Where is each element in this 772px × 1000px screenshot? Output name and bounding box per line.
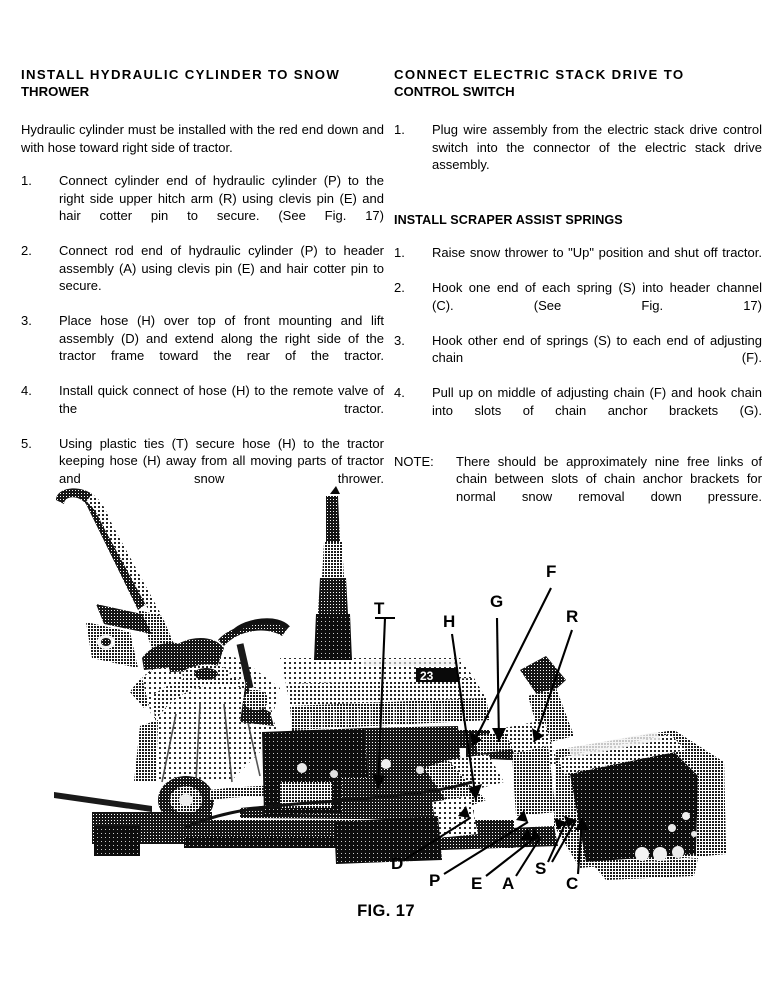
left-step-list — [21, 172, 384, 505]
left-section-heading — [21, 66, 384, 100]
right-step-list-b — [394, 244, 762, 437]
roll-bar-graphic — [56, 488, 180, 668]
right-subsection-heading: INSTALL SCRAPER ASSIST SPRINGS — [394, 213, 623, 227]
step-text: Install quick connect of hose (H) to the remote valve of the tractor. — [59, 383, 384, 416]
step-number: 3. — [394, 332, 405, 348]
callout-label-H: H — [443, 612, 456, 631]
right-heading-line2: CONTROL SWITCH — [394, 84, 515, 99]
callout-label-D: D — [391, 854, 404, 873]
snow-thrower-header-graphic — [554, 534, 726, 880]
two-column-body — [0, 66, 772, 523]
list-item — [394, 121, 762, 191]
exhaust-stack-graphic — [314, 486, 352, 660]
note-text: There should be approximately nine free links of chain between slots of chain anchor brackets for normal snow removal down pressure. — [456, 453, 762, 504]
right-section-heading — [394, 66, 762, 100]
list-item — [21, 172, 384, 242]
left-heading-line2: THROWER — [21, 84, 90, 99]
left-column — [0, 66, 392, 505]
right-heading-line1: CONNECT ELECTRIC STACK DRIVE TO — [394, 67, 685, 82]
step-text: Connect cylinder end of hydraulic cylinder (P) to the right side upper hitch arm (R) using clevis pin (E) and hair cotter pin to secure. (See Fig. 17) — [59, 173, 384, 223]
callout-label-C: C — [566, 874, 579, 893]
step-number: 1. — [394, 122, 405, 137]
callout-label-G: G — [490, 592, 504, 611]
list-item — [394, 244, 762, 279]
list-item — [394, 384, 762, 437]
step-number: 3. — [21, 313, 32, 328]
step-text: Pull up on middle of adjusting chain (F) and hook chain into slots of chain anchor brackets (G). — [432, 385, 762, 418]
spacer — [21, 100, 384, 121]
left-intro-paragraph: Hydraulic cylinder must be installed with the red end down and with hose toward right side of tractor. — [21, 122, 384, 155]
step-text: Raise snow thrower to "Up" position and shut off tractor. — [432, 245, 762, 260]
step-number: 1. — [394, 245, 405, 260]
callout-label-T: T — [374, 599, 385, 618]
callout-label-R: R — [566, 607, 579, 626]
figure-caption: FIG. 17 — [357, 902, 415, 920]
step-number: 4. — [21, 383, 32, 398]
step-text: Plug wire assembly from the electric stack drive control switch into the connector of the electric stack drive assembly. — [432, 122, 762, 172]
list-item — [21, 382, 384, 435]
callout-label-F: F — [546, 562, 557, 581]
step-number: 4. — [394, 385, 405, 400]
step-text: Hook other end of springs (S) to each end of adjusting chain (F). — [432, 332, 762, 365]
list-item — [21, 312, 384, 382]
list-item — [394, 332, 762, 385]
step-number: 2. — [21, 243, 32, 258]
step-text: Using plastic ties (T) secure hose (H) to the tractor keeping hose (H) away from all moving parts of tractor and snow thrower. — [59, 435, 384, 486]
right-column — [392, 66, 772, 523]
svg-text:23: 23 — [420, 669, 434, 683]
spacer — [394, 100, 762, 121]
callout-label-P: P — [429, 871, 441, 890]
list-item — [21, 242, 384, 312]
step-text: Hook one end of each spring (S) into header channel (C). (See Fig. 17) — [432, 280, 762, 313]
spacer — [394, 228, 762, 244]
step-text: Place hose (H) over top of front mounting and lift assembly (D) and extend along the right side of the tractor frame toward the rear of the tractor. — [59, 313, 384, 363]
callout-label-S: S — [535, 859, 547, 878]
note-label: NOTE: — [394, 453, 434, 469]
figure-17 — [0, 470, 772, 1000]
step-number: 5. — [21, 435, 32, 451]
spacer — [394, 437, 762, 453]
step-number: 2. — [394, 280, 405, 295]
left-heading-line1: INSTALL HYDRAULIC CYLINDER TO SNOW — [21, 67, 341, 82]
callout-label-E: E — [471, 874, 483, 893]
callout-label-A: A — [502, 874, 515, 893]
list-item — [394, 279, 762, 332]
spacer — [394, 191, 762, 212]
step-number: 1. — [21, 173, 32, 188]
step-text: Connect rod end of hydraulic cylinder (P) to header assembly (A) using clevis pin (E) and hair cotter pin to secure. — [59, 243, 384, 293]
tractor-snowthrower-photo — [34, 482, 740, 890]
spacer — [21, 156, 384, 172]
right-step-list-a — [394, 121, 762, 191]
